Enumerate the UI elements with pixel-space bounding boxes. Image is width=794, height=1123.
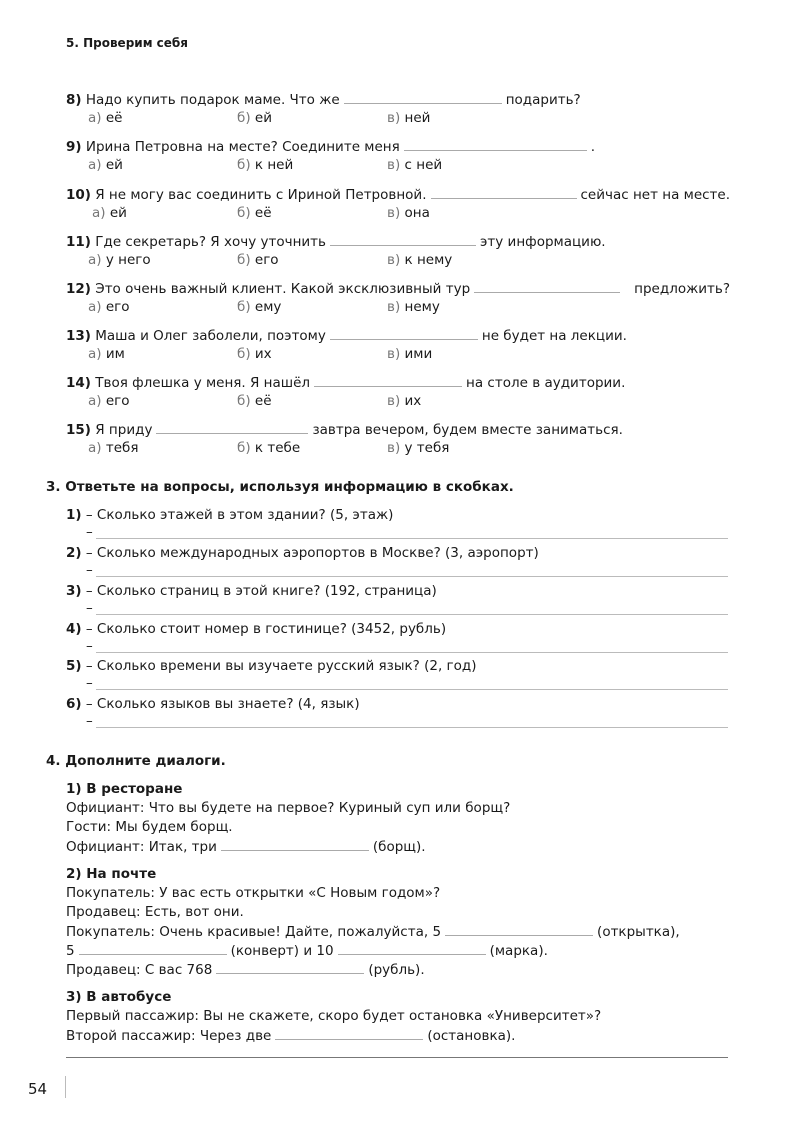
answer-line[interactable] [96,652,728,653]
dialog-line: Официант: Что вы будете на первое? Куриный суп или борщ? [66,800,511,816]
option-text: с ней [404,157,443,173]
option-letter: в) [387,205,401,221]
option-letter: б) [237,110,251,126]
option-text: ей [109,205,127,221]
option-text: к нему [404,252,453,268]
option-text: его [105,299,130,315]
option-text: она [404,205,430,221]
answer-blank[interactable] [431,186,577,199]
option-a[interactable] [88,110,122,126]
option-b[interactable] [237,346,272,362]
option-text: её [105,110,123,126]
option-text: его [105,393,130,409]
option-b[interactable] [237,157,293,173]
dialog-line: Покупатель: У вас есть открытки «С Новым годом»? [66,885,441,901]
answer-line[interactable] [96,689,728,690]
question-9 [66,138,595,155]
option-letter: б) [237,440,251,456]
question-text: Надо купить подарок маме. Что же [85,92,340,108]
option-letter: б) [237,157,251,173]
option-text: её [254,393,272,409]
question-number: 3) [66,583,82,599]
dialog-text: Покупатель: Очень красивые! Дайте, пожалуйста, 5 [66,924,442,940]
question-number: 10) [66,187,91,203]
option-text: её [254,205,272,221]
option-letter: а) [88,157,102,173]
page-number: 54 [28,1080,48,1098]
dialog-1-title: 1) В ресторане [66,781,183,797]
answer-blank[interactable] [330,327,478,340]
answer-blank[interactable] [221,838,369,851]
option-letter: а) [88,393,102,409]
question-text-end: эту информацию. [480,234,606,250]
option-letter: б) [237,346,251,362]
answer-dash: – [86,713,93,729]
footer-divider [66,1057,728,1058]
option-b[interactable] [237,252,279,268]
option-text: им [105,346,125,362]
option-c[interactable] [387,346,432,362]
dialog-line [66,961,425,978]
option-text: ей [105,157,123,173]
question-text: – Сколько страниц в этой книге? (192, страница) [85,583,437,599]
section-4-title: 4. Дополните диалоги. [46,753,226,769]
question-number: 9) [66,139,82,155]
option-letter: а) [92,205,106,221]
option-a[interactable] [92,205,127,221]
option-b[interactable] [237,205,272,221]
answer-blank[interactable] [445,923,593,936]
option-letter: б) [237,393,251,409]
dialog-line [66,923,680,940]
option-letter: в) [387,299,401,315]
option-b[interactable] [237,299,281,315]
question-number: 4) [66,621,82,637]
option-letter: в) [387,440,401,456]
s3-question-5 [66,658,476,674]
s3-question-6 [66,696,360,712]
section-3-title: 3. Ответьте на вопросы, используя информацию в скобках. [46,479,514,495]
answer-blank[interactable] [156,421,308,434]
option-text: тебя [105,440,139,456]
option-text: нему [404,299,440,315]
option-letter: а) [88,110,102,126]
option-b[interactable] [237,440,300,456]
answer-blank[interactable] [314,374,462,387]
option-b[interactable] [237,393,272,409]
question-13 [66,327,627,344]
option-text: его [254,252,279,268]
dialog-3-title: 3) В автобусе [66,989,172,1005]
dialog-text: 5 [66,943,75,959]
question-text-end: на столе в аудитории. [466,375,626,391]
answer-blank[interactable] [404,138,587,151]
answer-blank[interactable] [474,280,620,293]
question-11 [66,233,606,250]
dialog-line [66,1027,515,1044]
question-10 [66,186,730,203]
question-text-end: сейчас нет на месте. [580,187,731,203]
option-text: ими [404,346,433,362]
question-text-end: предложить? [634,281,731,297]
question-number: 13) [66,328,91,344]
question-text: – Сколько времени вы изучаете русский язык? (2, год) [85,658,477,674]
answer-dash: – [86,600,93,616]
question-number: 11) [66,234,91,250]
option-letter: в) [387,110,401,126]
option-a[interactable] [88,252,151,268]
answer-line[interactable] [96,538,728,539]
question-text-end: подарить? [505,92,581,108]
option-c[interactable] [387,299,440,315]
question-number: 6) [66,696,82,712]
option-letter: в) [387,346,401,362]
dialog-line: Первый пассажир: Вы не скажете, скоро будет остановка «Университет»? [66,1008,602,1024]
option-letter: а) [88,299,102,315]
option-a[interactable] [88,346,125,362]
question-number: 15) [66,422,91,438]
s3-question-1 [66,507,393,523]
s3-question-3 [66,583,437,599]
option-c[interactable] [387,252,452,268]
dialog-text: (открытка), [597,924,680,940]
option-c[interactable] [387,440,449,456]
dialog-text: (марка). [489,943,548,959]
option-letter: а) [88,252,102,268]
option-a[interactable] [88,440,138,456]
question-number: 2) [66,545,82,561]
dialog-text: (рубль). [368,962,425,978]
question-text: – Сколько международных аэропортов в Москве? (3, аэропорт) [85,545,539,561]
option-text: у тебя [404,440,450,456]
question-text: Это очень важный клиент. Какой эксклюзивный тур [95,281,471,297]
question-8 [66,91,581,108]
question-text: Я не могу вас соединить с Ириной Петровной. [95,187,427,203]
answer-blank[interactable] [216,961,364,974]
answer-dash: – [86,562,93,578]
dialog-line: Продавец: Есть, вот они. [66,904,244,920]
question-text-end: завтра вечером, будем вместе заниматься. [312,422,623,438]
answer-blank[interactable] [79,942,227,955]
question-number: 12) [66,281,91,297]
dialog-text: (остановка). [427,1028,516,1044]
answer-blank[interactable] [344,91,502,104]
question-14 [66,374,625,391]
option-c[interactable] [387,393,421,409]
answer-dash: – [86,638,93,654]
option-c[interactable] [387,157,442,173]
answer-blank[interactable] [275,1027,423,1040]
option-text: у него [105,252,151,268]
question-text-end: не будет на лекции. [481,328,627,344]
option-letter: б) [237,252,251,268]
option-letter: а) [88,346,102,362]
answer-dash: – [86,675,93,691]
s3-question-4 [66,621,446,637]
dialog-text: (борщ). [372,839,426,855]
dialog-line: Гости: Мы будем борщ. [66,819,233,835]
question-text: – Сколько этажей в этом здании? (5, этаж) [85,507,394,523]
answer-line[interactable] [96,727,728,728]
question-text: Где секретарь? Я хочу уточнить [95,234,326,250]
dialog-text: Продавец: С вас 768 [66,962,213,978]
option-letter: в) [387,252,401,268]
option-letter: б) [237,299,251,315]
option-text: ей [254,110,272,126]
answer-blank[interactable] [330,233,476,246]
question-number: 5) [66,658,82,674]
dialog-text: (конверт) и 10 [230,943,334,959]
answer-blank[interactable] [338,942,486,955]
option-a[interactable] [88,157,123,173]
s3-question-2 [66,545,539,561]
question-text-end: . [590,139,596,155]
dialog-line [66,838,426,855]
question-number: 14) [66,375,91,391]
option-text: ему [254,299,282,315]
option-letter: в) [387,157,401,173]
section-header: 5. Проверим себя [66,36,189,50]
option-text: к тебе [254,440,301,456]
question-text: Я приду [95,422,153,438]
question-number: 8) [66,92,82,108]
answer-dash: – [86,524,93,540]
option-letter: б) [237,205,251,221]
question-15 [66,421,623,438]
option-c[interactable] [387,110,430,126]
option-c[interactable] [387,205,430,221]
option-a[interactable] [88,393,130,409]
answer-line[interactable] [96,614,728,615]
dialog-2-title: 2) На почте [66,866,157,882]
question-text: – Сколько стоит номер в гостинице? (3452, рубль) [85,621,447,637]
question-text: – Сколько языков вы знаете? (4, язык) [85,696,360,712]
question-text: Ирина Петровна на месте? Соедините меня [85,139,400,155]
option-text: ней [404,110,431,126]
dialog-text: Официант: Итак, три [66,839,217,855]
question-text: Маша и Олег заболели, поэтому [95,328,326,344]
option-text: их [254,346,272,362]
option-a[interactable] [88,299,130,315]
dialog-text: Второй пассажир: Через две [66,1028,272,1044]
option-letter: в) [387,393,401,409]
option-letter: а) [88,440,102,456]
question-12 [66,280,730,297]
option-text: к ней [254,157,294,173]
option-b[interactable] [237,110,272,126]
dialog-line [66,942,548,959]
page-number-separator [65,1076,66,1098]
question-text: Твоя флешка у меня. Я нашёл [95,375,311,391]
question-number: 1) [66,507,82,523]
option-text: их [404,393,422,409]
answer-line[interactable] [96,576,728,577]
